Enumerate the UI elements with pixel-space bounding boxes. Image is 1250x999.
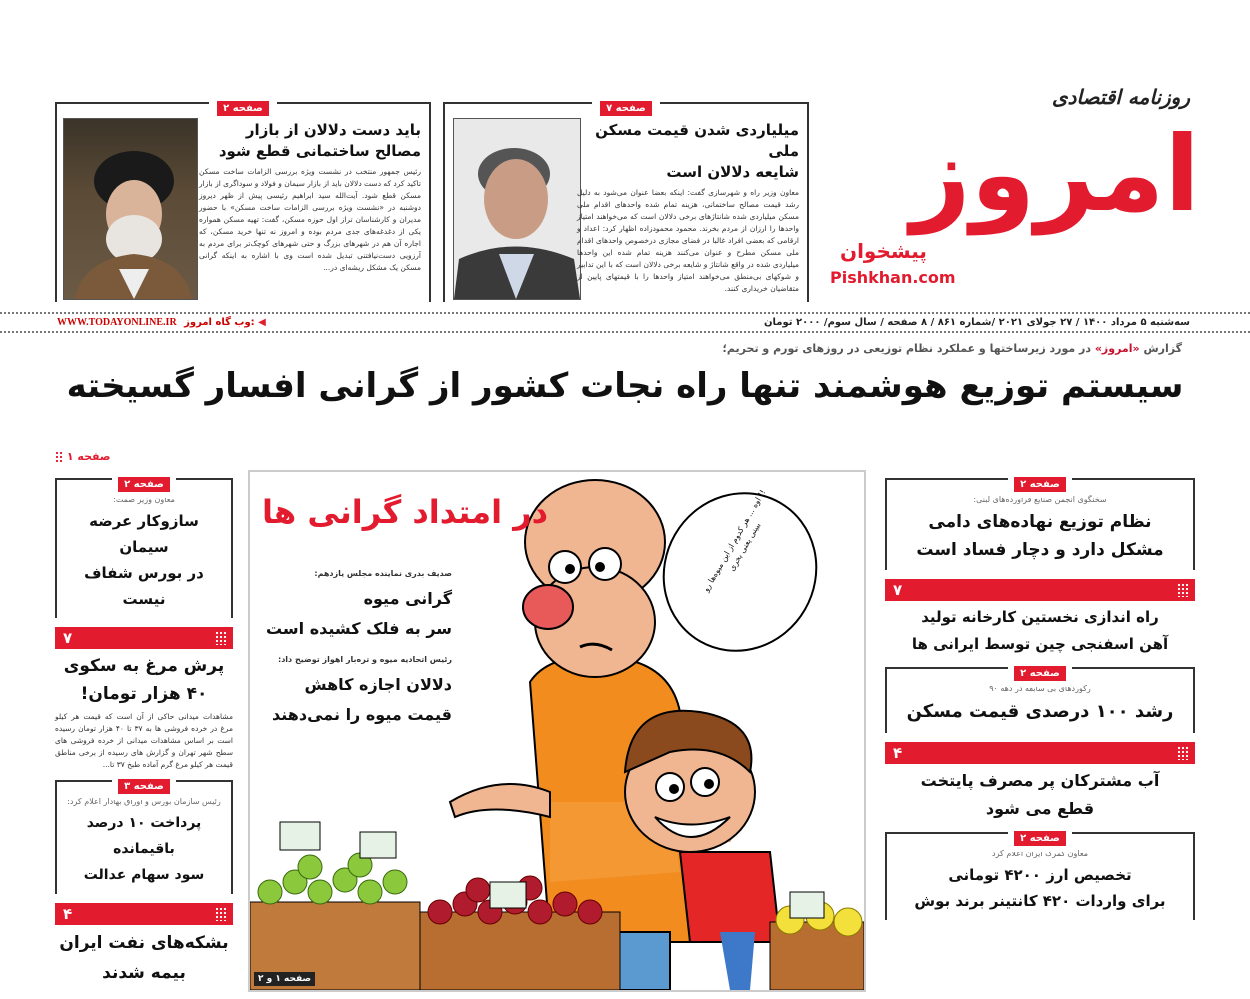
headline[interactable]: راه اندازی نخستین کارخانه تولید: [921, 608, 1159, 626]
headline[interactable]: شایعه دلالان است: [666, 163, 799, 181]
dots-icon: [215, 631, 227, 645]
page-tag[interactable]: صفحه ۲: [217, 101, 269, 116]
headline[interactable]: گرانی میوه: [363, 589, 452, 608]
issue-info: سه‌شنبه ۵ مرداد ۱۴۰۰ / ۲۷ جولای ۲۰۲۱ /شماره ۸۶۱ / ۸ صفحه / سال سوم/ ۲۰۰۰ تومان: [764, 317, 1190, 328]
arrow-left-icon: ◀: [258, 317, 266, 328]
headline[interactable]: تخصیص ارز ۴۲۰۰ تومانی: [948, 866, 1132, 884]
left-story-cement[interactable]: [55, 478, 233, 618]
kicker: معاون وزیر صمت:: [113, 495, 175, 504]
page-tag[interactable]: صفحه ۲: [1014, 831, 1066, 846]
top-story-raisi[interactable]: [55, 102, 431, 302]
right-story-housing-growth[interactable]: [885, 667, 1195, 733]
photo-raisi: [63, 118, 198, 300]
headline[interactable]: برای واردات ۴۲۰ کانتینر برند بوش: [914, 892, 1166, 910]
portrait-icon: [64, 119, 197, 299]
article-body: معاون وزیر راه و شهرسازی گفت: اینکه بعضا عنوان می‌شود به دلیل رشد قیمت مصالح ساختمانی، هزینه تمام شده واحدهای اقدام ملی مسکن میلیاردی شده شانتاژهای برخی دلالان است که می‌خواهند امتیاز واحدها را ارزان از مردم بخرند. محمود محمودزاده اظهار کرد: اعداد و ارقامی که بعضی افراد غالبا در فضای مجازی درخصوص واحدهای اقدام ملی مسکن مطرح و عنوان می‌کنند هزینه تمام شده این واحدها میلیاردی شده در واقع شانتاژ و شایعه برخی دلالان است که با این تدابیر و شوکهای بی‌منطق می‌خواهند امتیاز واحدها را با قیمتهای پایین از متقاضیان خریداری کنند.: [577, 188, 799, 293]
dots-icon: [1177, 583, 1189, 597]
headline[interactable]: دلالان اجازه کاهش: [304, 675, 452, 694]
dots-icon: [215, 907, 227, 921]
masthead-logo: امروز: [910, 113, 1200, 235]
cartoon-illustration: [250, 472, 864, 990]
dots-icon: [1177, 746, 1189, 760]
masthead-tagline: روزنامه اقتصادی: [1051, 85, 1190, 109]
headline[interactable]: پرداخت ۱۰ درصد باقیمانده: [86, 815, 202, 857]
dots-icon: [55, 451, 63, 463]
headline[interactable]: آهن اسفنجی چین توسط ایرانی ها: [911, 635, 1169, 653]
headline[interactable]: در بورس شفاف نیست: [84, 564, 204, 608]
cartoon-title[interactable]: در امتداد گرانی ها: [262, 493, 549, 531]
cartoon-page-tag[interactable]: صفحه ۱ و ۲: [254, 972, 315, 986]
headline[interactable]: سود سهام عدالت: [83, 867, 205, 883]
headline[interactable]: قطع می شود: [985, 799, 1095, 818]
headline[interactable]: قیمت میوه را نمی‌دهند: [272, 705, 452, 724]
headline[interactable]: نظام توزیع نهاده‌های دامی: [928, 512, 1152, 532]
headline[interactable]: پرش مرغ به سکوی: [63, 656, 225, 676]
left-column: [55, 478, 233, 988]
right-column: [885, 478, 1195, 920]
kicker: معاون گمرک ایران اعلام کرد: [992, 849, 1088, 858]
section-bar: ۴: [55, 903, 233, 925]
headline[interactable]: آب مشترکان پر مصرف پایتخت: [920, 771, 1160, 790]
article-body: مشاهدات میدانی حاکی از آن است که قیمت هر کیلو مرغ در خرده فروشی ها به ۳۷ تا ۴۰ هزار تومان رسیده است بر اساس مشاهدات میدانی از خرده فروشی های سطح شهر تهران و گزارش های رسیده از برخی مناطق قیمت هر کیلو مرغ گرم آماده طبخ ۳۷ تا...: [55, 712, 234, 769]
right-story-customs[interactable]: [885, 832, 1195, 920]
website-url[interactable]: WWW.TODAYONLINE.IR: [57, 317, 177, 328]
lead-page-tag[interactable]: صفحه ۱: [55, 450, 111, 464]
section-bar: ۷: [885, 579, 1195, 601]
website-link[interactable]: [57, 316, 266, 329]
headline[interactable]: رشد ۱۰۰ درصدی قیمت مسکن: [906, 701, 1174, 722]
left-story-justice-shares[interactable]: [55, 780, 233, 894]
headline[interactable]: ۴۰ هزار تومان!: [80, 684, 208, 704]
photo-official: [453, 118, 581, 300]
page-tag[interactable]: صفحه ۲: [1014, 666, 1066, 681]
page-tag[interactable]: صفحه ۲: [118, 477, 170, 492]
watermark-en: Pishkhan.com: [830, 268, 956, 287]
kicker: رئیس اتحادیه میوه و تره‌بار اهواز توضیح داد:: [278, 655, 452, 664]
page-tag[interactable]: صفحه ۳: [118, 779, 170, 794]
portrait-icon: [454, 119, 580, 299]
lead-kicker: گزارش «امروز» در مورد زیرساختها و عملکرد نظام توزیعی در روزهای تورم و تحریم؛: [722, 342, 1182, 355]
lead-headline[interactable]: سیستم توزیع هوشمند تنها راه نجات کشور از گرانی افسار گسیخته: [66, 366, 1184, 406]
headline[interactable]: بیمه شدند: [102, 963, 186, 983]
page-tag[interactable]: صفحه ۲: [1014, 477, 1066, 492]
headline[interactable]: سر به فلک کشیده است: [265, 619, 452, 638]
divider: [0, 312, 1250, 314]
headline[interactable]: باید دست دلالان از بازار: [245, 121, 421, 139]
headline[interactable]: مصالح ساختمانی قطع شود: [218, 142, 421, 160]
right-story-livestock[interactable]: [885, 478, 1195, 570]
headline[interactable]: بشکه‌های نفت ایران: [59, 933, 229, 953]
headline[interactable]: میلیاردی شدن قیمت مسکن ملی: [595, 121, 799, 160]
kicker: سخنگوی انجمن صنایع فراورده‌های لبنی:: [973, 495, 1107, 504]
top-story-housing[interactable]: [443, 102, 809, 302]
divider: [0, 331, 1250, 333]
website-label: وب گاه امروز:: [184, 317, 255, 328]
article-body: رئیس جمهور منتخب در نشست ویژه بررسی الزامات ساخت مسکن تاکید کرد که دست دلالان باید از بازار سیمان و فولاد و سوداگری از بازار مسکن قطع شود. آیت‌الله سید ابراهیم رئیسی پیش از ظهر دیروز دوشنبه در «نشست ویژه بررسی الزامات ساخت مسکن» با حضور مدیران و کارشناسان تراز اول حوزه مسکن، گفت: تهیه مسکن همواره یکی از دغدغه‌های جدی مردم بوده و امروز نه تنها خرید مسکن، که اجاره آن هم در شهرهای بزرگ و حتی شهرهای کوچک‌تر برای مردم به آرزویی دست‌نیافتنی تبدیل شده است وی با اشاره به اینکه گرانی مسکن یک مشکل ریشه‌ای در...: [199, 167, 421, 272]
kicker: رئیس سازمان بورس و اوراق بهادار اعلام کرد:: [67, 797, 221, 806]
watermark-fa: پیشخوان: [840, 239, 927, 263]
kicker: رکوردهای بی سابقه در دهه ۹۰: [989, 684, 1091, 693]
kicker: صدیف بدری نماینده مجلس یازدهم:: [314, 569, 452, 578]
section-bar: ۴: [885, 742, 1195, 764]
cartoon-panel[interactable]: [248, 470, 866, 992]
section-bar: ۷: [55, 627, 233, 649]
speech-bubble-text: !! اوه ... هر کدوم از این میوه‌ها رو ببینی یعنی بخری: [701, 488, 768, 594]
page-tag[interactable]: صفحه ۷: [600, 101, 652, 116]
masthead: [830, 80, 1210, 305]
headline[interactable]: مشکل دارد و دچار فساد است: [916, 540, 1164, 560]
headline[interactable]: سازوکار عرضه سیمان: [89, 512, 199, 556]
